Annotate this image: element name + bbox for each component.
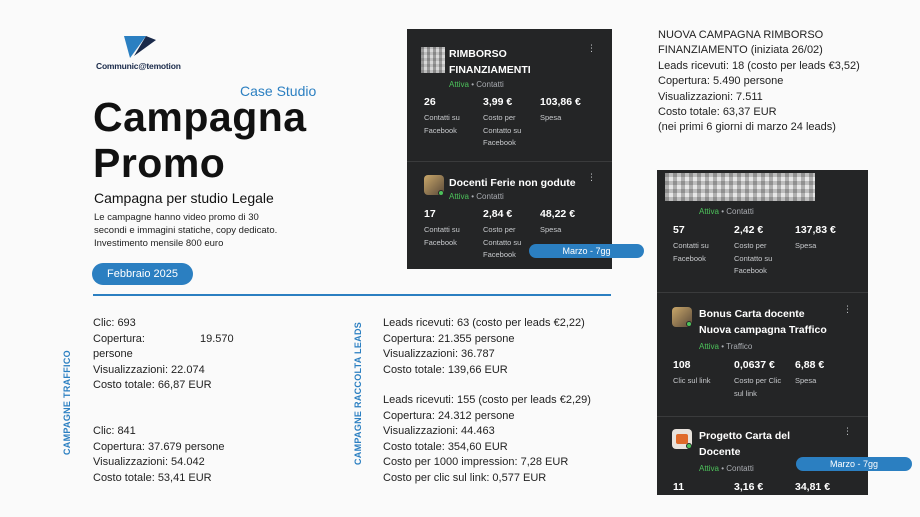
stat-copertura: Copertura: 24.312 persone (383, 409, 515, 422)
stat-copertura-unit: persone (93, 348, 133, 361)
stat-costo: Costo totale: 53,41 EUR (93, 471, 212, 484)
campaign-avatar-icon (421, 47, 445, 73)
stat-copertura: Copertura: 21.355 persone (383, 332, 515, 345)
card-divider (657, 416, 868, 417)
campaign-status: Attiva • Contatti (449, 192, 504, 201)
metric-value: 0,0637 € (734, 359, 775, 371)
stat-cpm: Costo per 1000 impression: 7,28 EUR (383, 456, 569, 469)
campaign-title[interactable]: Bonus Carta docente Nuova campagna Traffico (699, 308, 827, 336)
stat-visualizzazioni: Visualizzazioni: 22.074 (93, 363, 205, 376)
metric-value: 3,99 € (483, 96, 513, 108)
metric-label: Spesa (795, 241, 817, 250)
metric-value: 6,88 € (795, 359, 825, 371)
card-divider (407, 161, 612, 162)
metric-value: 3,16 € (734, 481, 764, 493)
stat-copertura: Copertura: 19.570 (93, 332, 234, 345)
more-options-icon[interactable]: ⋮ (843, 426, 851, 436)
stat-leads: Leads ricevuti: 155 (costo per leads €2,29) (383, 394, 591, 406)
active-dot-icon (686, 443, 692, 449)
metric-value: 34,81 € (795, 481, 831, 493)
title-line-2: Promo (93, 140, 226, 186)
stat-costo: Costo totale: 66,87 EUR (93, 379, 212, 392)
campaign-title[interactable]: RIMBORSO FINANZIAMENTI (449, 48, 531, 76)
page-description: Le campagne hanno video promo di 30 secondi e immagini statiche, copy dedicato. Investimento mensile 800 euro (94, 212, 278, 249)
brand-logo (96, 34, 186, 74)
case-studio-label: Case Studio (240, 83, 317, 99)
logo-mark-icon (122, 34, 158, 60)
leads-section-label: CAMPAGNE RACCOLTA LEADS (353, 321, 363, 465)
metric-value: 2,42 € (734, 224, 764, 236)
metric-label: Costo per Contatto su Facebook (483, 225, 522, 259)
ads-panel-a (407, 29, 612, 269)
metric-label: Costo per Contatto su Facebook (734, 241, 773, 275)
metric-value: 2,84 € (483, 208, 513, 220)
stat-costo: Costo totale: 354,60 EUR (383, 440, 508, 453)
metric-label: Costo per Clic sul link (734, 376, 782, 398)
traffic-stats-2 (93, 424, 224, 486)
metric-value: 17 (424, 208, 436, 220)
more-options-icon[interactable]: ⋮ (843, 304, 851, 314)
campaign-title[interactable]: Docenti Ferie non godute (449, 177, 576, 189)
new-campaign-note: NUOVA CAMPAGNA RIMBORSO FINANZIAMENTO (iniziata 26/02) Leads ricevuti: 18 (costo per leads €3,52) Copertura: 5.490 persone Visualizzazioni: 7.511 Costo totale: 63,37 EUR (nei primi 6 giorni di marzo 24 leads) (658, 29, 860, 134)
card-divider (657, 292, 868, 293)
campaign-status: Attiva • Traffico (699, 342, 753, 351)
metric-value: 11 (673, 481, 685, 493)
stat-leads: Leads ricevuti: 63 (costo per leads €2,22) (383, 317, 585, 329)
metric-value: 26 (424, 96, 436, 108)
metric-label: Spesa (540, 225, 562, 234)
ads-panel-b (657, 170, 868, 495)
stat-clic: Clic: 841 (93, 425, 136, 437)
active-dot-icon (686, 321, 692, 327)
more-options-icon[interactable]: ⋮ (587, 43, 595, 53)
metric-label: Contatti su Facebook (673, 241, 709, 263)
stat-visualizzazioni: Visualizzazioni: 44.463 (383, 425, 495, 438)
campaign-title[interactable]: Progetto Carta del Docente (699, 430, 791, 458)
campaign-status: Attiva • Contatti (699, 464, 754, 473)
leads-stats-1 (383, 316, 585, 378)
active-dot-icon (438, 190, 444, 196)
logo-text: Communic@temotion (96, 61, 181, 71)
leads-stats-2 (383, 393, 591, 487)
title-line-1: Campagna (93, 94, 307, 140)
page-subtitle: Campagna per studio Legale (94, 190, 274, 206)
stat-cpc: Costo per clic sul link: 0,577 EUR (383, 471, 547, 484)
traffic-stats-1 (93, 316, 263, 394)
more-options-icon[interactable]: ⋮ (587, 172, 595, 182)
traffic-section-label: CAMPAGNE TRAFFICO (62, 350, 72, 455)
metric-value: 137,83 € (795, 224, 836, 236)
divider (93, 294, 611, 296)
metric-value: 108 (673, 359, 691, 371)
campaign-status: Attiva • Contatti (699, 207, 754, 216)
page-title (93, 94, 307, 186)
metric-label: Spesa (540, 113, 562, 122)
metric-value: 57 (673, 224, 685, 236)
metric-label: Contatti su Facebook (424, 225, 460, 247)
metric-label: Contatti su Facebook (424, 113, 460, 135)
stat-copertura: Copertura: 37.679 persone (93, 440, 225, 453)
metric-label: Spesa (795, 376, 817, 385)
campaign-status: Attiva • Contatti (449, 80, 504, 89)
metric-value: 103,86 € (540, 96, 581, 108)
stat-visualizzazioni: Visualizzazioni: 54.042 (93, 456, 205, 469)
metric-label: Clic sul link (673, 376, 711, 385)
stat-visualizzazioni: Visualizzazioni: 36.787 (383, 348, 495, 361)
metric-value: 48,22 € (540, 208, 576, 220)
stat-clic: Clic: 693 (93, 317, 136, 329)
period-tag: Marzo - 7gg (529, 244, 644, 258)
blurred-title-image (665, 173, 815, 201)
metric-label: Costo per Contatto su Facebook (483, 113, 522, 147)
period-pill: Febbraio 2025 (92, 263, 193, 285)
period-tag: Marzo - 7gg (796, 457, 912, 471)
stat-costo: Costo totale: 139,66 EUR (383, 363, 508, 376)
